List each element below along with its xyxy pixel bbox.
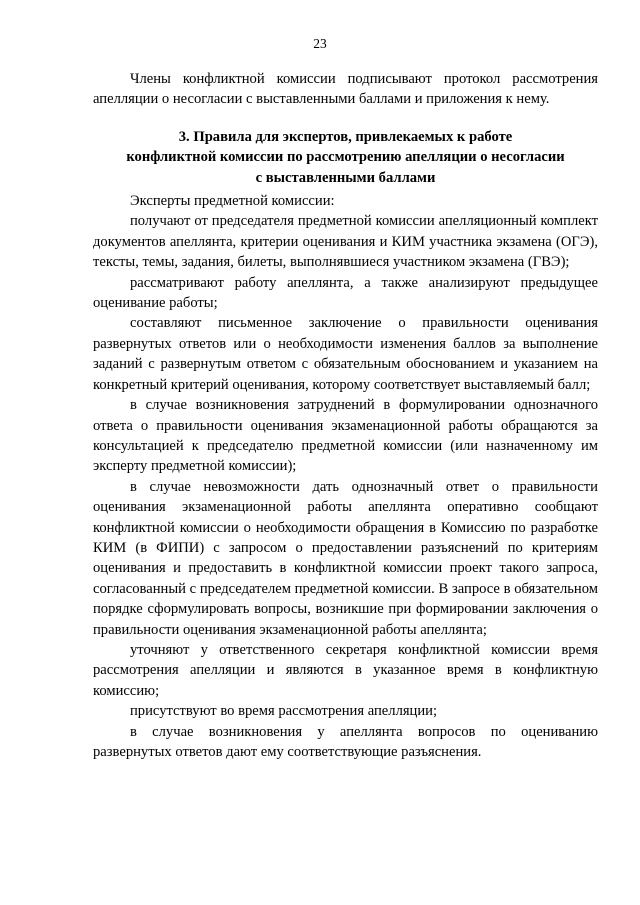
section-heading (93, 127, 598, 188)
section-heading-line: конфликтной комиссии по рассмотрению апелляции о несогласии (126, 149, 565, 166)
paragraph-clarify-time: уточняют у ответственного секретаря конфликтной комиссии время рассмотрения апелляции и являются в указанное время в конфликтную комиссию; (93, 641, 598, 699)
paragraph-experts-intro: Эксперты предметной комиссии: (130, 193, 335, 210)
paragraph-written-conclusion: составляют письменное заключение о правильности оценивания развернутых ответов или о необходимости изменения баллов за выполнение заданий с развернутым ответом с обязательным обоснованием и указанием на конкретный критерий оценивания, которому соответствует выставляемый балл; (93, 315, 598, 393)
document-body (93, 69, 598, 762)
paragraph-consultation: в случае возникновения затруднений в формулировании однозначного ответа о правильности оценивания экзаменационной работы обращаются за консультацией к председателю предметной комиссии (или назначенному им эксперту предметной комиссии); (93, 397, 598, 475)
page-number: 23 (313, 36, 327, 51)
paragraph-review-work: рассматривают работу апеллянта, а также анализируют предыдущее оценивание работы; (93, 274, 598, 312)
section-heading-line: 3. Правила для экспертов, привлекаемых к работе (178, 128, 513, 145)
section-heading-line: с выставленными баллами (255, 169, 436, 186)
paragraph-receive-documents: получают от председателя предметной комиссии апелляционный комплект документов апеллянта, критерии оценивания и КИМ участника экзамена (ОГЭ), тексты, темы, задания, билеты, выполнявшиеся участником экзамена (ГВЭ); (93, 213, 598, 271)
paragraph-explanations: в случае возникновения у апеллянта вопросов по оцениванию развернутых ответов дают ему соответствующие разъяснения. (93, 723, 598, 760)
paragraph-attend: присутствуют во время рассмотрения апелляции; (130, 703, 438, 720)
paragraph-fipi-request: в случае невозможности дать однозначный ответ о правильности оценивания экзаменационной работы апеллянта оперативно сообщают конфликтной комиссии о необходимости обращения в Комиссию по разработке КИМ (в ФИПИ) с запросом о предоставлении разъяснений по критериям оценивания и предоставить в конфликтной комиссии проект такого запроса, согласованный с председателем предметной комиссии. В запросе в обязательном порядке сформулировать вопросы, возникшие при формировании заключения о правильности оценивания экзаменационной работы апеллянта; (93, 478, 598, 638)
intro-paragraph: Члены конфликтной комиссии подписывают протокол рассмотрения апелляции о несогласии с выставленными баллами и приложения к нему. (93, 71, 598, 108)
